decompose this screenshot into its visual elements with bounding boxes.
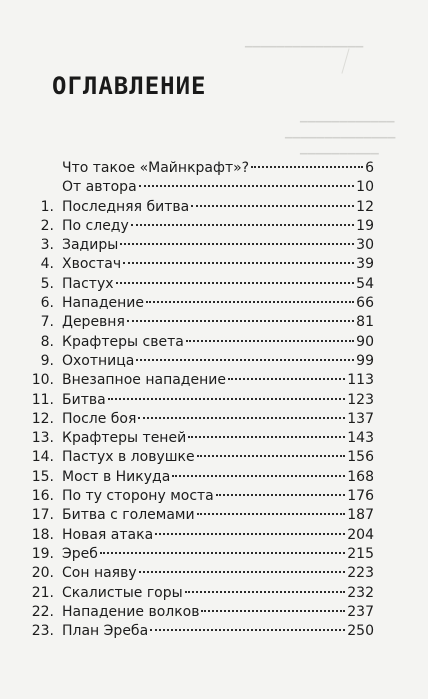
chapter-number: 23. — [31, 623, 54, 640]
chapter-title: Сон наяву — [62, 565, 137, 582]
page-number: 90 — [356, 333, 374, 350]
toc-entry-body — [62, 217, 374, 236]
chapter-number: 16. — [31, 488, 54, 505]
toc-entry — [28, 506, 374, 525]
chapter-number: 22. — [31, 603, 54, 620]
chapter-number: 18. — [31, 526, 54, 543]
dot-leader — [155, 533, 345, 535]
chapter-title: Крафтеры света — [62, 333, 184, 350]
toc-entry — [28, 159, 374, 178]
toc-entry — [28, 429, 374, 448]
toc-entry-body — [62, 410, 374, 429]
chapter-title: Новая атака — [62, 526, 154, 543]
chapter-title: По ту сторону моста — [62, 488, 214, 505]
toc-entry — [28, 217, 374, 236]
chapter-title: Эреб — [62, 545, 98, 562]
dot-leader — [139, 185, 355, 187]
bleed-through-text: ▁▁▁▁▁▁▁▁▁▁ — [300, 144, 379, 155]
chapter-number: 11. — [31, 391, 54, 408]
page-number: 123 — [347, 391, 374, 408]
chapter-title: Крафтеры теней — [62, 430, 187, 447]
chapter-title: Битва с големами — [62, 507, 195, 524]
chapter-title: Деревня — [62, 314, 125, 331]
chapter-number: 6. — [40, 295, 54, 312]
chapter-title: План Эреба — [62, 623, 149, 640]
page-number: 223 — [347, 565, 374, 582]
toc-entry-body — [62, 255, 374, 274]
toc-entry — [28, 371, 374, 390]
dot-leader — [185, 591, 346, 593]
page-number: 66 — [356, 295, 374, 312]
toc-entry — [28, 352, 374, 371]
toc-entry — [28, 410, 374, 429]
chapter-number: 10. — [31, 372, 54, 389]
toc-entry-body — [62, 545, 374, 564]
page-number: 156 — [347, 449, 374, 466]
toc-entry-body — [62, 371, 374, 390]
page-number: 237 — [347, 603, 374, 620]
page-number: 30 — [356, 237, 374, 254]
chapter-number: 1. — [40, 198, 54, 215]
chapter-number: 5. — [40, 275, 54, 292]
dot-leader — [138, 417, 345, 419]
toc-entry-body — [62, 198, 374, 217]
page-number: 204 — [347, 526, 374, 543]
chapter-title: От автора — [62, 179, 137, 196]
dot-leader — [123, 262, 354, 264]
chapter-number: 7. — [40, 314, 54, 331]
toc-entry-body — [62, 275, 374, 294]
toc-entry — [28, 448, 374, 467]
toc-entry — [28, 236, 374, 255]
toc-entry-body — [62, 391, 374, 410]
chapter-title: После боя — [62, 410, 137, 427]
chapter-number: 14. — [31, 449, 54, 466]
dot-leader — [127, 320, 354, 322]
chapter-title: Охотница — [62, 352, 135, 369]
dot-leader — [136, 359, 354, 361]
chapter-number: 17. — [31, 507, 54, 524]
toc-entry — [28, 468, 374, 487]
page-number: 39 — [356, 256, 374, 273]
toc-entry-body — [62, 622, 374, 641]
toc-entry — [28, 255, 374, 274]
dot-leader — [139, 571, 346, 573]
toc-entry — [28, 275, 374, 294]
chapter-title: Нападение волков — [62, 603, 200, 620]
toc-entry-body — [62, 159, 374, 178]
page-number: 6 — [365, 160, 374, 176]
chapter-title: Внезапное нападение — [62, 372, 226, 389]
toc-entry-body — [62, 429, 374, 448]
chapter-title: Пастух — [62, 275, 114, 292]
toc-entry — [28, 526, 374, 545]
toc-entry-body — [62, 448, 374, 467]
toc-entry — [28, 564, 374, 583]
chapter-number: 13. — [31, 430, 54, 447]
page-number: 10 — [356, 179, 374, 196]
toc-entry-body — [62, 584, 374, 603]
page-number: 99 — [356, 352, 374, 369]
dot-leader — [120, 243, 354, 245]
chapter-title: Нападение — [62, 295, 144, 312]
toc-entry-body — [62, 352, 374, 371]
dot-leader — [228, 378, 345, 380]
page-number: 187 — [347, 507, 374, 524]
toc-entry — [28, 622, 374, 641]
table-of-contents — [28, 159, 374, 641]
dot-leader — [172, 475, 345, 477]
bleed-through-mark — [341, 48, 349, 73]
dot-leader — [100, 552, 345, 554]
toc-entry — [28, 333, 374, 352]
chapter-title: Хвостач — [62, 256, 122, 273]
chapter-title: Последняя битва — [62, 198, 190, 215]
chapter-title: Задиры — [62, 237, 119, 254]
toc-entry — [28, 487, 374, 506]
toc-entry-body — [62, 178, 374, 197]
page-number: 215 — [347, 545, 374, 562]
chapter-number: 12. — [31, 410, 54, 427]
toc-entry-body — [62, 506, 374, 525]
chapter-number: 20. — [31, 565, 54, 582]
dot-leader — [251, 166, 363, 168]
chapter-number: 8. — [40, 333, 54, 350]
page-number: 143 — [347, 430, 374, 447]
dot-leader — [150, 629, 345, 631]
page-number: 176 — [347, 488, 374, 505]
toc-entry-body — [62, 236, 374, 255]
dot-leader — [216, 494, 346, 496]
toc-entry — [28, 294, 374, 313]
dot-leader — [201, 610, 345, 612]
toc-entry-body — [62, 294, 374, 313]
toc-entry — [28, 545, 374, 564]
toc-entry — [28, 584, 374, 603]
dot-leader — [197, 513, 346, 515]
dot-leader — [116, 282, 355, 284]
chapter-number: 15. — [31, 468, 54, 485]
chapter-title: Что такое «Майнкрафт»? — [62, 160, 250, 176]
chapter-title: Мост в Никуда — [62, 468, 171, 485]
chapter-title: Пастух в ловушке — [62, 449, 195, 466]
chapter-number: 4. — [40, 256, 54, 273]
toc-entry-body — [62, 333, 374, 352]
dot-leader — [108, 398, 346, 400]
page-title: ОГЛАВЛЕНИЕ — [52, 72, 207, 100]
bleed-through-text: ▁▁▁▁▁▁▁▁▁▁▁▁ — [300, 112, 395, 123]
toc-entry-body — [62, 603, 374, 622]
page-number: 12 — [356, 198, 374, 215]
dot-leader — [146, 301, 354, 303]
page-number: 232 — [347, 584, 374, 601]
chapter-title: Битва — [62, 391, 106, 408]
bleed-through-text: ▁▁▁▁▁▁▁▁▁▁▁▁▁▁ — [285, 128, 396, 139]
chapter-number: 19. — [31, 545, 54, 562]
toc-entry — [28, 391, 374, 410]
page-number: 168 — [347, 468, 374, 485]
chapter-number: 9. — [40, 352, 54, 369]
chapter-title: По следу — [62, 217, 129, 234]
page-number: 250 — [347, 623, 374, 640]
dot-leader — [186, 340, 354, 342]
toc-entry-body — [62, 313, 374, 332]
toc-entry — [28, 178, 374, 197]
chapter-number: 2. — [40, 217, 54, 234]
bleed-through-text: ▁▁▁▁▁▁▁▁▁▁▁▁▁▁▁ — [245, 37, 364, 48]
toc-entry-body — [62, 487, 374, 506]
page-number: 19 — [356, 217, 374, 234]
chapter-number: 21. — [31, 584, 54, 601]
dot-leader — [197, 455, 346, 457]
toc-entry-body — [62, 564, 374, 583]
toc-entry — [28, 603, 374, 622]
page-number: 54 — [356, 275, 374, 292]
toc-entry-body — [62, 468, 374, 487]
page-number: 137 — [347, 410, 374, 427]
page-number: 81 — [356, 314, 374, 331]
chapter-title: Скалистые горы — [62, 584, 183, 601]
toc-entry — [28, 198, 374, 217]
dot-leader — [191, 205, 354, 207]
page-number: 113 — [347, 372, 374, 389]
dot-leader — [131, 224, 354, 226]
toc-entry — [28, 313, 374, 332]
dot-leader — [188, 436, 345, 438]
chapter-number: 3. — [40, 237, 54, 254]
toc-entry-body — [62, 526, 374, 545]
